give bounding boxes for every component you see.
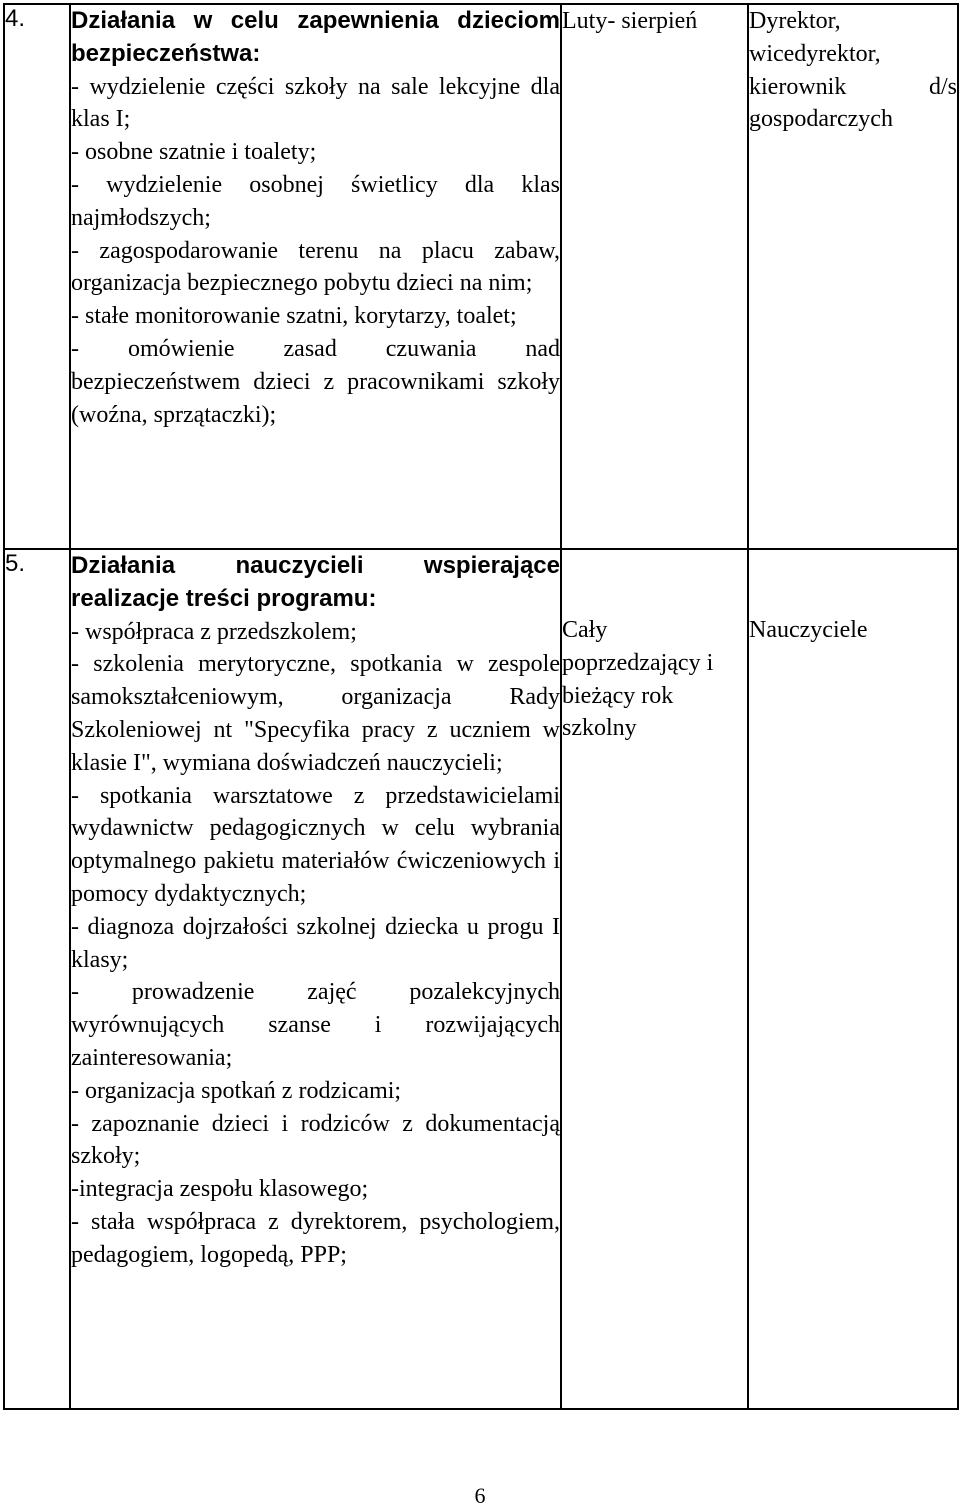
activity-item: - omówienie zasad czuwania nad bezpieczeństwem dzieci z pracownikami szkoły (woźna, sprzątaczki);: [71, 335, 560, 428]
activity-item: - diagnoza dojrzałości szkolnej dziecka u progu I klasy;: [71, 913, 560, 973]
activity-item: - osobne szatnie i toalety;: [71, 139, 317, 166]
activity-heading: Działania nauczycieli wspierające realizacje treści programu:: [71, 552, 560, 612]
table-row: [4, 4, 958, 549]
activity-item: -integracja zespołu klasowego;: [71, 1176, 369, 1203]
page-number: 6: [474, 1483, 486, 1508]
activity-heading: Działania w celu zapewnienia dzieciom bezpieczeństwa:: [71, 7, 560, 67]
activity-item: - stała współpraca z dyrektorem, psychologiem, pedagogiem, logopedą, PPP;: [71, 1208, 560, 1268]
activity-item: - stałe monitorowanie szatni, korytarzy, toalet;: [71, 303, 517, 330]
activity-item: - zapoznanie dzieci i rodziców z dokumentacją szkoły;: [71, 1110, 560, 1170]
activity-item: - prowadzenie zajęć pozalekcyjnych wyrównujących szanse i rozwijających zainteresowania;: [71, 979, 560, 1071]
activities-table: [3, 3, 959, 1410]
activity-item: - wydzielenie osobnej świetlicy dla klas najmłodszych;: [71, 171, 560, 231]
timeframe-cell: Cały poprzedzający i bieżący rok szkolny: [561, 549, 748, 1409]
activity-item: - wydzielenie części szkoły na sale lekcyjne dla klas I;: [71, 73, 560, 133]
activity-item: - współpraca z przedszkolem;: [71, 618, 357, 645]
activity-item: - szkolenia merytoryczne, spotkania w zespole samokształceniowym, organizacja Rady Szkoleniowej nt "Specyfika pracy z uczniem w klasie I", wymiana doświadczeń nauczycieli;: [71, 651, 560, 776]
timeframe-cell: Luty- sierpień: [561, 4, 748, 549]
activity-item: - spotkania warsztatowe z przedstawicielami wydawnictw pedagogicznych w celu wybrania optymalnego pakietu materiałów ćwiczeniowych i pomocy dydaktycznych;: [71, 782, 560, 907]
responsible-cell: Nauczyciele: [748, 549, 958, 1409]
activity-cell: [70, 4, 561, 549]
activity-item: - zagospodarowanie terenu na placu zabaw, organizacja bezpiecznego pobytu dzieci na nim;: [71, 237, 560, 297]
activity-item: - organizacja spotkań z rodzicami;: [71, 1077, 402, 1104]
table-row: [4, 549, 958, 1409]
responsible-cell: Dyrektor, wicedyrektor, kierownik d/s gospodarczych: [748, 4, 958, 549]
row-number: 5.: [4, 549, 70, 1409]
row-number: 4.: [4, 4, 70, 549]
activity-cell: [70, 549, 561, 1409]
